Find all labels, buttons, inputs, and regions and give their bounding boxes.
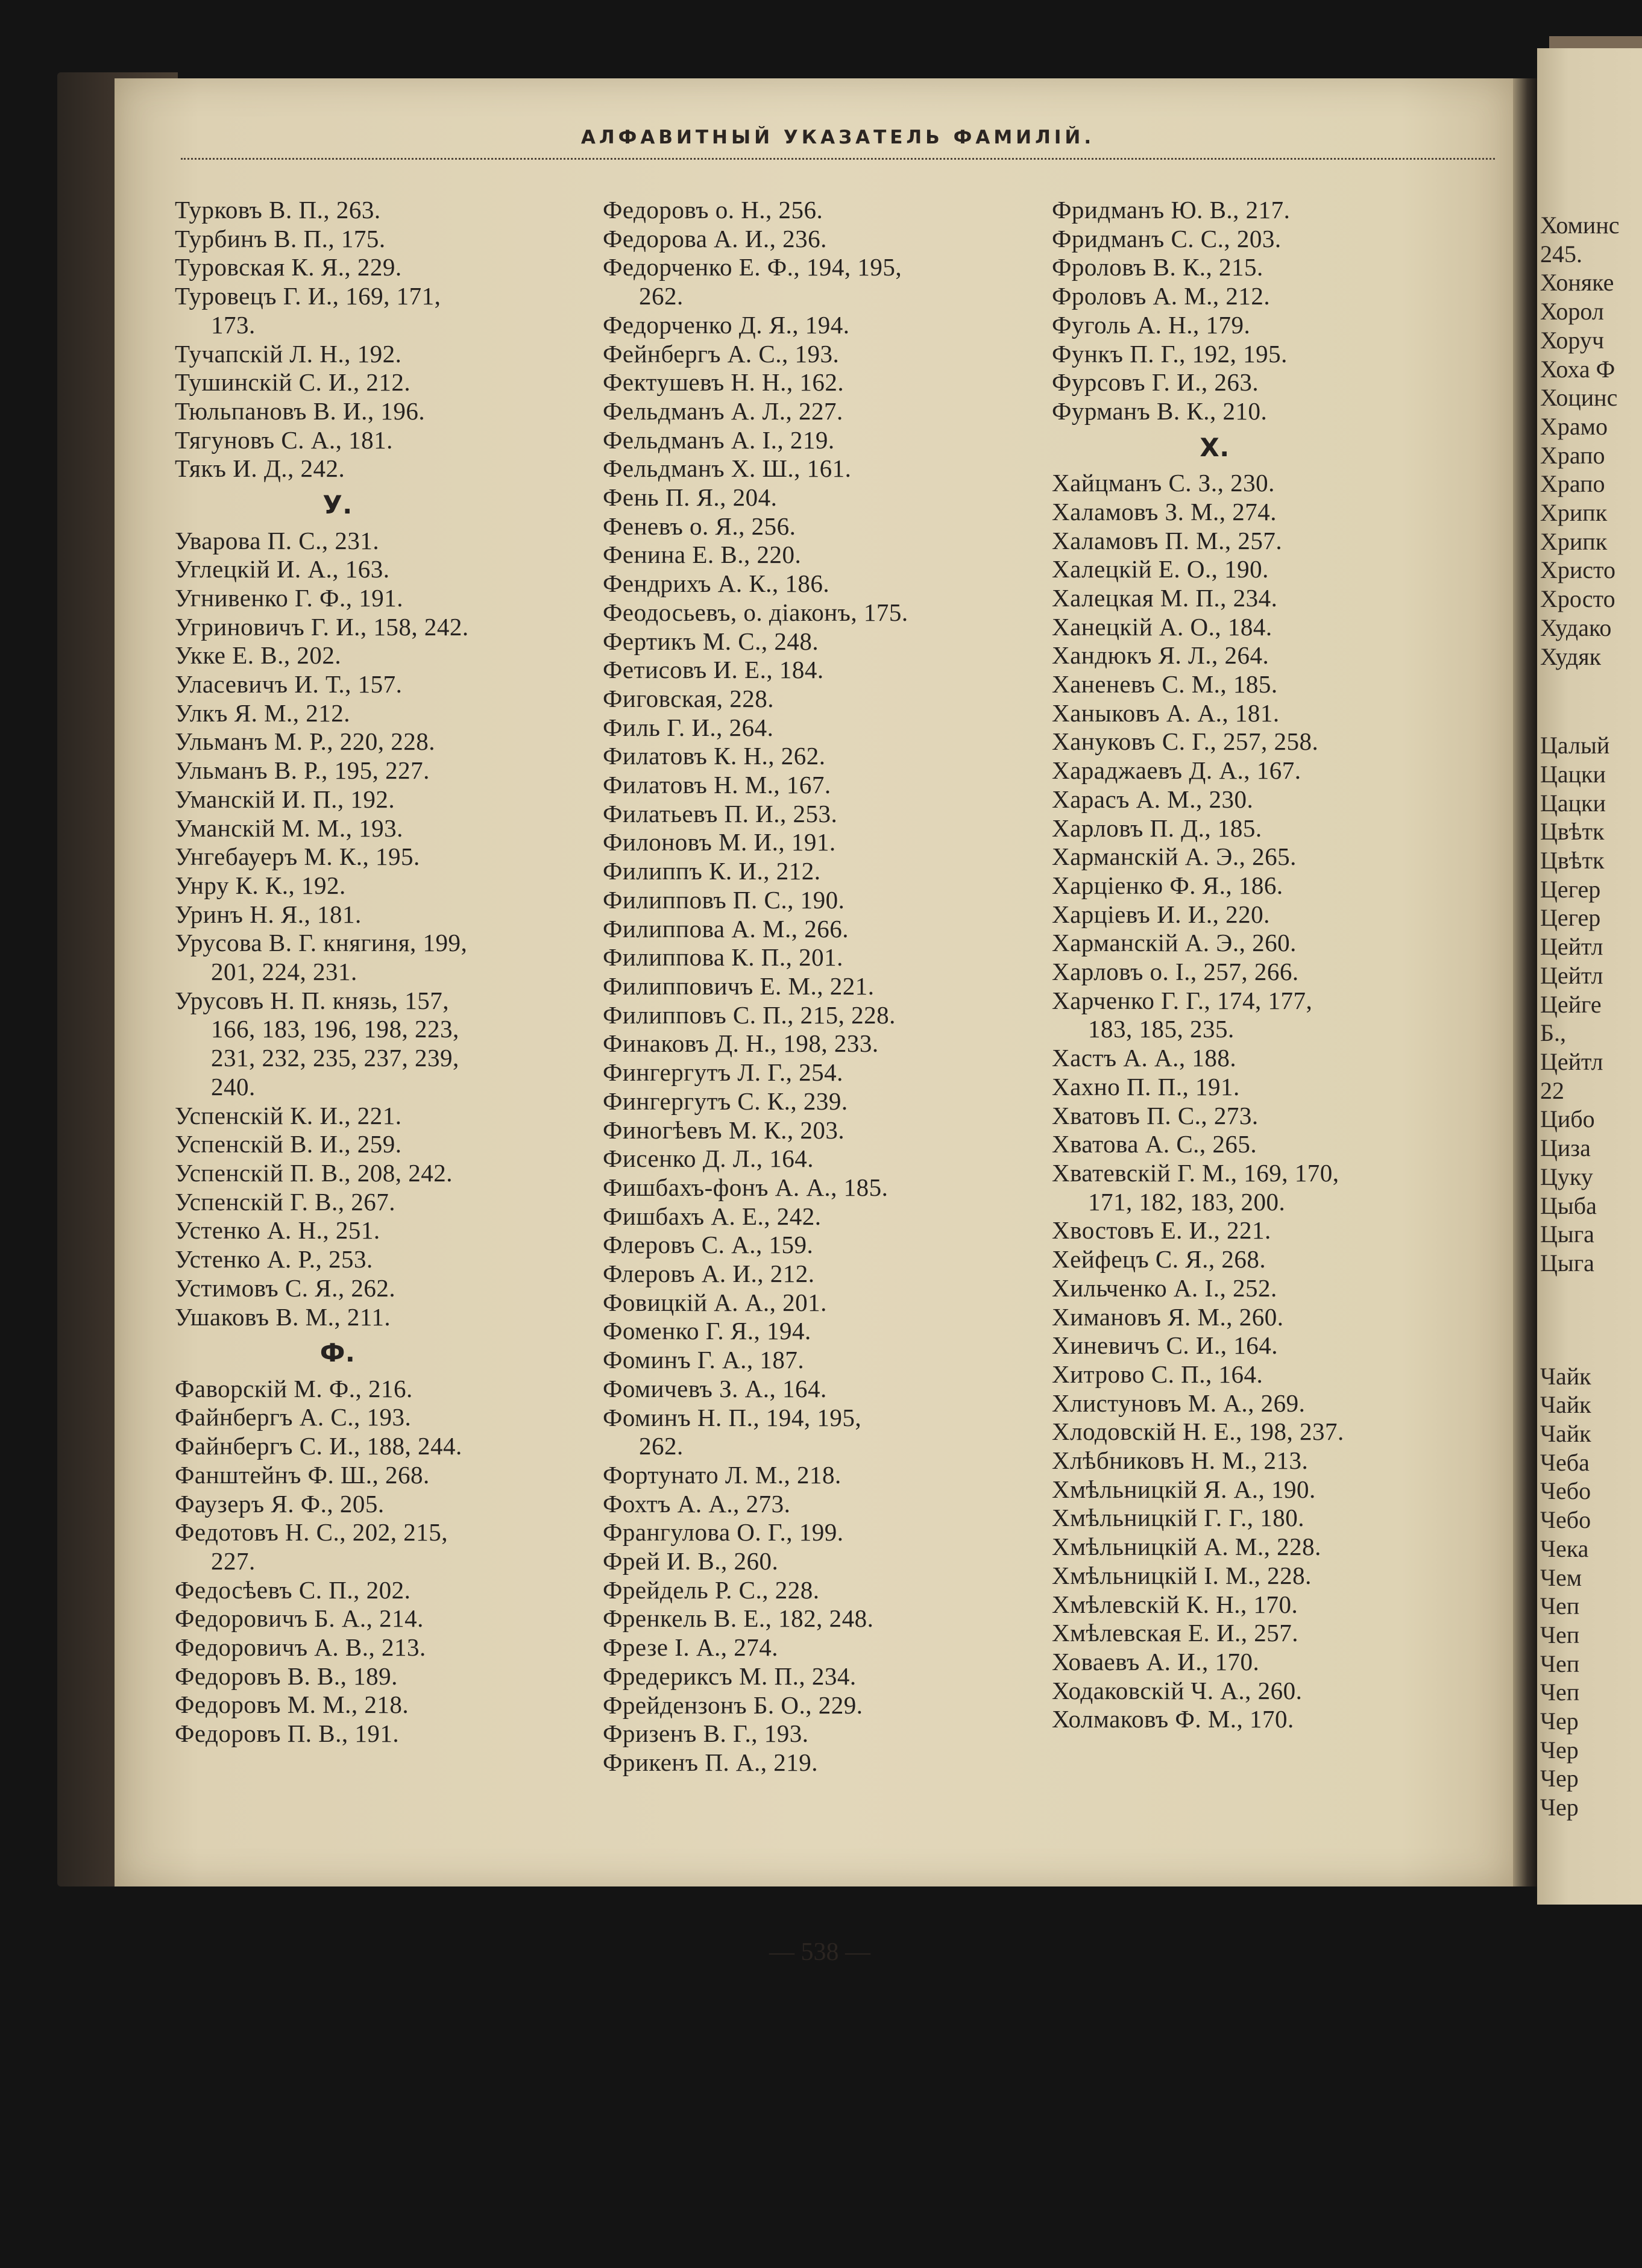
index-entry: Ходаковскій Ч. А., 260. [1052, 1676, 1303, 1704]
index-entry: Фетисовъ И. Е., 184. [603, 656, 824, 684]
index-entry: Феодосьевъ, о. діаконъ, 175. [603, 598, 908, 626]
partial-index-entry: Цыга [1540, 1249, 1594, 1277]
index-entry: Харціевъ И. И., 220. [1052, 900, 1270, 928]
index-entry: Фрезе І. А., 274. [603, 1633, 778, 1662]
partial-index-entry: Хоруч [1540, 326, 1604, 354]
index-entry: Фельдманъ А. І., 219. [603, 426, 835, 454]
index-entry: Фредериксъ М. П., 234. [603, 1662, 857, 1690]
header-rule [181, 158, 1495, 166]
index-entry: Успенскій К. И., 221. [175, 1101, 402, 1129]
index-entry: Фоминъ Н. П., 194, 195, [603, 1403, 862, 1431]
index-entry: Хмѣльницкій А. М., 228. [1052, 1533, 1321, 1561]
index-entry: Фортунато Л. М., 218. [603, 1460, 841, 1489]
index-entry: Фохтъ А. А., 273. [603, 1489, 791, 1518]
index-entry: Хлѣбниковъ Н. М., 213. [1052, 1447, 1309, 1475]
index-entry: Филиппова А. М., 266. [603, 914, 849, 943]
index-entry: Филатовъ Н. М., 167. [603, 771, 831, 799]
index-entry-continuation: 173. [211, 310, 256, 339]
partial-index-entry: Цуку [1540, 1163, 1593, 1190]
index-entry: Улкъ Я. М., 212. [175, 699, 351, 727]
partial-index-entry: Цвѣтк [1540, 818, 1605, 846]
index-entry: Филь Г. И., 264. [603, 713, 774, 741]
index-entry: Файнбергъ А. С., 193. [175, 1403, 412, 1431]
index-entry: Фридманъ Ю. В., 217. [1052, 196, 1291, 224]
index-entry: Фисенко Д. Л., 164. [603, 1145, 814, 1173]
partial-index-entry: Чайк [1540, 1362, 1591, 1390]
index-entry: Хватовъ П. С., 273. [1052, 1101, 1259, 1129]
partial-index-entry: Хоха Ф [1540, 355, 1615, 383]
index-entry-continuation: 262. [639, 1432, 684, 1460]
partial-index-entry: Худако [1540, 614, 1612, 641]
index-entry: Федоровъ М. М., 218. [175, 1691, 409, 1719]
index-entry: Фурсовъ Г. И., 263. [1052, 368, 1259, 397]
partial-index-entry: Цейтл [1540, 1048, 1603, 1075]
section-gap [1540, 671, 1642, 731]
partial-index-entry: Хрипк [1540, 527, 1608, 555]
index-entry: Хахно П. П., 191. [1052, 1072, 1240, 1101]
index-entry: Устенко А. Н., 251. [175, 1216, 380, 1245]
index-entry: Хайцманъ С. З., 230. [1052, 469, 1275, 497]
index-entry: Файнбергъ С. И., 188, 244. [175, 1432, 462, 1460]
index-entry: Харченко Г. Г., 174, 177, [1052, 986, 1313, 1014]
index-entry: Фроловъ В. К., 215. [1052, 253, 1263, 281]
index-entry: Фридманъ С. С., 203. [1052, 224, 1282, 253]
index-entry: Хватова А. С., 265. [1052, 1130, 1257, 1158]
index-entry: Тушинскій С. И., 212. [175, 368, 411, 397]
index-entry: Феневъ о. Я., 256. [603, 512, 796, 540]
partial-index-entry: Чеба [1540, 1448, 1590, 1476]
index-entry: Фрейдензонъ Б. О., 229. [603, 1691, 863, 1719]
index-entry: Филатовъ К. Н., 262. [603, 742, 826, 770]
index-entry: Филипповъ С. П., 215, 228. [603, 1000, 896, 1029]
index-entry: Фризенъ В. Г., 193. [603, 1720, 809, 1748]
index-entry: Фурманъ В. К., 210. [1052, 397, 1268, 425]
index-entry: Тягуновъ С. А., 181. [175, 426, 393, 454]
index-entry: Финогѣевъ М. К., 203. [603, 1116, 845, 1144]
index-entry: Холмаковъ Ф. М., 170. [1052, 1705, 1294, 1733]
index-entry: Угриновичъ Г. И., 158, 242. [175, 612, 469, 641]
index-entry-continuation: 183, 185, 235. [1088, 1015, 1235, 1043]
index-entry: Хвостовъ Е. И., 221. [1052, 1216, 1271, 1245]
index-entry: Флеровъ С. А., 159. [603, 1231, 814, 1259]
index-entry: Уманскій М. М., 193. [175, 814, 403, 842]
partial-index-entry: Хрипк [1540, 499, 1608, 527]
index-entry-continuation: 231, 232, 235, 237, 239, [211, 1044, 459, 1072]
index-entry: Хмѣлевская Е. И., 257. [1052, 1619, 1299, 1647]
partial-index-entry: Худяк [1540, 642, 1602, 670]
index-entry: Хандюкъ Я. Л., 264. [1052, 641, 1269, 670]
partial-index-entry: Храпо [1540, 441, 1605, 469]
index-entry: Урусовъ Н. П. князь, 157, [175, 986, 449, 1014]
partial-index-entry: Чеп [1540, 1621, 1580, 1648]
partial-index-entry: Хоцинс [1540, 384, 1618, 412]
partial-index-entry: Чеп [1540, 1679, 1580, 1706]
index-entry-continuation: 201, 224, 231. [211, 958, 357, 986]
index-entry: Хильченко А. І., 252. [1052, 1274, 1277, 1302]
index-entry: Хлистуновъ М. А., 269. [1052, 1389, 1306, 1417]
index-entry-continuation: 171, 182, 183, 200. [1088, 1187, 1286, 1216]
index-entry: Фанштейнъ Ф. Ш., 268. [175, 1460, 430, 1489]
partial-index-entry: Цыба [1540, 1192, 1597, 1219]
index-entry: Фаузеръ Я. Ф., 205. [175, 1489, 385, 1518]
partial-index-entry: Чайк [1540, 1391, 1591, 1419]
index-entry: Ханыковъ А. А., 181. [1052, 699, 1280, 727]
index-entry: Уманскій И. П., 192. [175, 785, 395, 813]
partial-index-entry: Чер [1540, 1765, 1579, 1792]
page-header: АЛФАВИТНЫЙ УКАЗАТЕЛЬ ФАМИЛІЙ. [580, 127, 1095, 148]
partial-index-entry: Чер [1540, 1736, 1579, 1764]
index-entry: Федорченко Д. Я., 194. [603, 310, 850, 339]
index-entry: Филиппъ К. И., 212. [603, 857, 821, 885]
index-entry: Уринъ Н. Я., 181. [175, 900, 362, 928]
index-entry: Хмѣльницкій Г. Г., 180. [1052, 1504, 1304, 1532]
index-entry: Тякъ И. Д., 242. [175, 454, 345, 483]
index-entry: Урусова В. Г. княгиня, 199, [175, 929, 468, 957]
index-entry: Успенскій В. И., 259. [175, 1130, 402, 1158]
partial-index-entry: Чер [1540, 1794, 1579, 1821]
index-entry: Хитрово С. П., 164. [1052, 1360, 1263, 1388]
partial-index-entry: Чебо [1540, 1477, 1591, 1505]
index-entry: Фектушевъ Н. Н., 162. [603, 368, 845, 397]
index-entry: Хиневичъ С. И., 164. [1052, 1331, 1279, 1360]
partial-index-entry: Чебо [1540, 1506, 1591, 1534]
partial-index-entry: Хоминс [1540, 212, 1620, 239]
index-entry: Фенина Е. В., 220. [603, 541, 802, 569]
index-entry: Халамовъ П. М., 257. [1052, 526, 1283, 554]
index-entry: Фингергутъ С. К., 239. [603, 1087, 848, 1115]
partial-index-entry: Цегер [1540, 875, 1601, 903]
index-entry: Успенскій П. В., 208, 242. [175, 1159, 453, 1187]
index-entry: Филипповъ П. С., 190. [603, 885, 845, 914]
index-entry: Ханеневъ С. М., 185. [1052, 670, 1278, 699]
index-entry: Федосѣевъ С. П., 202. [175, 1575, 411, 1604]
index-entry: Ульманъ В. Р., 195, 227. [175, 756, 430, 785]
index-entry: Фиговская, 228. [603, 684, 775, 712]
index-entry: Устенко А. Р., 253. [175, 1245, 373, 1274]
partial-index-entry: Цацки [1540, 760, 1606, 788]
index-entry: Хастъ А. А., 188. [1052, 1044, 1237, 1072]
index-entry: Халецкій Е. О., 190. [1052, 555, 1269, 583]
index-entry: Унгебауеръ М. К., 195. [175, 843, 420, 871]
index-entry: Харціенко Ф. Я., 186. [1052, 871, 1283, 899]
index-entry: Федоровъ В. В., 189. [175, 1662, 398, 1690]
book-gutter [1513, 78, 1537, 1886]
partial-index-entry: Цейге [1540, 990, 1602, 1018]
index-entry: Фельдманъ А. Л., 227. [603, 397, 843, 425]
partial-index-entry: Чеп [1540, 1650, 1580, 1677]
index-entry: Фоменко Г. Я., 194. [603, 1317, 811, 1345]
index-entry-continuation: 262. [639, 282, 684, 310]
partial-index-entry: Цейтл [1540, 961, 1603, 989]
index-entry: Фрикенъ П. А., 219. [603, 1748, 819, 1776]
index-entry: Харловъ П. Д., 185. [1052, 814, 1262, 842]
index-column-1 [175, 196, 621, 1748]
index-entry: Федоровичъ А. В., 213. [175, 1633, 426, 1662]
index-column-2 [603, 196, 1049, 1777]
index-entry: Химановъ Я. М., 260. [1052, 1302, 1284, 1331]
index-entry: Ушаковъ В. М., 211. [175, 1302, 391, 1331]
index-entry: Хмѣлевскій К. Н., 170. [1052, 1590, 1298, 1618]
index-entry: Фаворскій М. Ф., 216. [175, 1374, 413, 1403]
letter-heading: У. [322, 490, 353, 520]
index-entry: Фельдманъ Х. Ш., 161. [603, 454, 852, 483]
index-entry: Хлодовскій Н. Е., 198, 237. [1052, 1418, 1344, 1446]
index-entry: Уварова П. С., 231. [175, 526, 380, 554]
index-entry: Фишбахъ А. Е., 242. [603, 1202, 822, 1230]
letter-heading: Х. [1200, 432, 1230, 462]
index-entry: Хмѣльницкій Я. А., 190. [1052, 1475, 1316, 1503]
section-gap [1540, 1278, 1642, 1362]
partial-index-entry: Чем [1540, 1563, 1582, 1591]
index-entry: Федорова А. И., 236. [603, 224, 827, 253]
partial-index-entry: Цацки [1540, 789, 1606, 817]
partial-index-entry: Цвѣтк [1540, 847, 1605, 875]
partial-index-entry: Храмо [1540, 412, 1608, 440]
index-entry: Харловъ о. І., 257, 266. [1052, 958, 1299, 986]
index-entry: Успенскій Г. В., 267. [175, 1187, 396, 1216]
partial-index-entry: Чеп [1540, 1592, 1580, 1620]
index-entry: Филатьевъ П. И., 253. [603, 799, 838, 828]
index-entry: Федоровичъ Б. А., 214. [175, 1604, 424, 1633]
index-entry: Харманскій А. Э., 260. [1052, 929, 1297, 957]
index-entry: Ховаевъ А. И., 170. [1052, 1647, 1260, 1676]
index-entry: Фендрихъ А. К., 186. [603, 570, 830, 598]
index-entry: Функъ П. Г., 192, 195. [1052, 339, 1288, 368]
partial-index-entry: Цалый [1540, 732, 1610, 759]
index-column-3 [1052, 196, 1498, 1734]
index-entry: Финаковъ Д. Н., 198, 233. [603, 1029, 879, 1058]
index-entry: Фуголь А. Н., 179. [1052, 310, 1251, 339]
index-entry: Укке Е. В., 202. [175, 641, 342, 670]
partial-index-entry: Хоняке [1540, 269, 1614, 297]
index-entry: Фень П. Я., 204. [603, 483, 778, 512]
index-entry: Френкель В. Е., 182, 248. [603, 1604, 874, 1633]
index-entry: Филоновъ М. И., 191. [603, 828, 836, 856]
index-entry: Угнивенко Г. Ф., 191. [175, 583, 403, 612]
index-entry: Хейфецъ С. Я., 268. [1052, 1245, 1266, 1274]
index-entry: Фейнбергъ А. С., 193. [603, 339, 840, 368]
partial-index-entry: Храпо [1540, 470, 1605, 498]
index-entry: Фрейдель Р. С., 228. [603, 1575, 820, 1604]
index-entry: Хараджаевъ Д. А., 167. [1052, 756, 1301, 785]
index-entry: Туровецъ Г. И., 169, 171, [175, 282, 441, 310]
partial-index-entry: Христо [1540, 556, 1615, 584]
index-entry: Фомичевъ З. А., 164. [603, 1374, 827, 1403]
partial-index-entry: Цейтл [1540, 933, 1603, 961]
index-entry-continuation: 166, 183, 196, 198, 223, [211, 1015, 459, 1043]
index-entry: Хануковъ С. Г., 257, 258. [1052, 727, 1319, 756]
index-entry: Фингергутъ Л. Г., 254. [603, 1058, 843, 1087]
index-entry: Федоровъ П. В., 191. [175, 1720, 400, 1748]
index-entry: Фертикъ М. С., 248. [603, 627, 819, 655]
page-number: — 538 — [769, 1938, 870, 1966]
index-entry: Турбинъ В. П., 175. [175, 224, 386, 253]
index-entry-continuation: 227. [211, 1547, 256, 1575]
partial-index-entry: Хорол [1540, 298, 1604, 325]
index-entry: Харасъ А. М., 230. [1052, 785, 1254, 813]
index-entry: Фовицкій А. А., 201. [603, 1288, 827, 1316]
index-entry: Фроловъ А. М., 212. [1052, 282, 1271, 310]
partial-index-entry: 245. [1540, 240, 1582, 268]
index-entry: Ханецкій А. О., 184. [1052, 612, 1272, 641]
partial-index-entry: 22 [1540, 1076, 1564, 1104]
index-entry-continuation: 240. [211, 1072, 256, 1101]
index-column-right-partial [1540, 211, 1642, 1822]
partial-index-entry: Чайк [1540, 1420, 1591, 1448]
index-entry: Федотовъ Н. С., 202, 215, [175, 1518, 448, 1547]
index-entry: Турковъ В. П., 263. [175, 196, 381, 224]
index-entry: Хмѣльницкій І. М., 228. [1052, 1561, 1312, 1589]
index-entry: Фишбахъ-фонъ А. А., 185. [603, 1173, 889, 1201]
index-entry: Халецкая М. П., 234. [1052, 583, 1278, 612]
index-entry: Федоровъ о. Н., 256. [603, 196, 823, 224]
index-entry: Тучапскій Л. Н., 192. [175, 339, 402, 368]
partial-index-entry: Чер [1540, 1707, 1579, 1735]
partial-index-entry: Цегер [1540, 904, 1601, 932]
index-entry: Флеровъ А. И., 212. [603, 1260, 815, 1288]
partial-index-entry: Цибо [1540, 1105, 1595, 1133]
index-entry: Филипповичъ Е. М., 221. [603, 972, 875, 1000]
partial-index-entry: Хросто [1540, 585, 1615, 613]
index-entry: Углецкій И. А., 163. [175, 555, 390, 583]
partial-index-entry: Б., [1540, 1019, 1566, 1047]
index-entry: Федорченко Е. Ф., 194, 195, [603, 253, 902, 281]
letter-heading: Ф. [319, 1338, 356, 1368]
index-entry: Устимовъ С. Я., 262. [175, 1274, 396, 1302]
index-entry: Уласевичъ И. Т., 157. [175, 670, 403, 699]
partial-index-entry: Циза [1540, 1134, 1591, 1162]
index-entry: Харманскій А. Э., 265. [1052, 843, 1297, 871]
index-entry: Ульманъ М. Р., 220, 228. [175, 727, 435, 756]
index-entry: Туровская К. Я., 229. [175, 253, 402, 281]
partial-index-entry: Чека [1540, 1535, 1589, 1562]
index-entry: Халамовъ З. М., 274. [1052, 497, 1277, 526]
partial-index-entry: Цыга [1540, 1220, 1594, 1248]
index-entry: Унру К. К., 192. [175, 871, 346, 899]
index-entry: Хватевскій Г. М., 169, 170, [1052, 1159, 1339, 1187]
index-entry: Тюльпановъ В. И., 196. [175, 397, 426, 425]
index-entry: Франгулова О. Г., 199. [603, 1518, 844, 1547]
index-entry: Фоминъ Г. А., 187. [603, 1346, 805, 1374]
index-entry: Филиппова К. П., 201. [603, 943, 843, 972]
index-entry: Фрей И. В., 260. [603, 1547, 779, 1575]
